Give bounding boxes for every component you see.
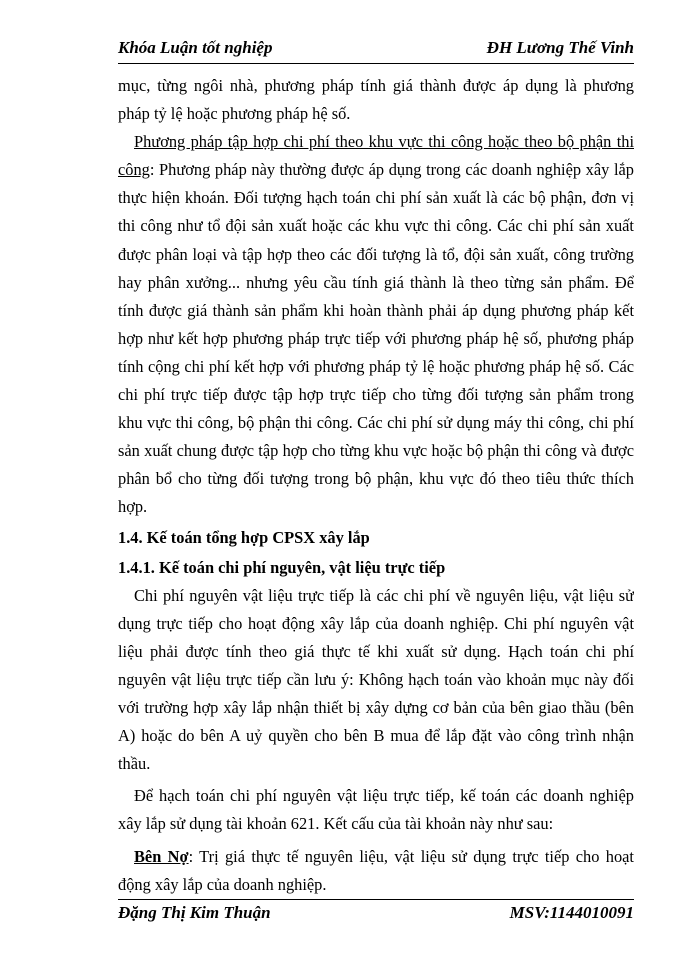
para2-line: thực hiện khoán. Đối tượng hạch toán chi phí sản xuất là các bộ phận, đơn vị [118, 188, 634, 208]
para4-line: xây lắp sử dụng tài khoản 621. Kết cấu của tài khoản này như sau: [118, 814, 554, 834]
page-header [118, 38, 634, 62]
header-rule [118, 63, 634, 64]
ben-no-label: Bên Nợ [134, 846, 189, 866]
para1-line: mục, từng ngôi nhà, phương pháp tính giá thành được áp dụng là phương [118, 76, 634, 95]
para2-line: phân bổ cho từng đối tượng trong bộ phận, khu vực đó theo tiêu thức thích [118, 469, 634, 489]
para2-line: hợp. [118, 497, 148, 517]
para5-line: động xây lắp của doanh nghiệp. [118, 874, 327, 894]
para2-line: khu vực thi công, bộ phận thi công. Các chi phí sử dụng máy thi công, chi phí [118, 413, 634, 433]
para2-line: tính cộng chi phí kết hợp với phương pháp tỷ lệ hoặc phương pháp hệ số. Các [118, 356, 634, 376]
para2-line: thi công như tổ đội sản xuất hoặc các khu vực thi công. Các chi phí sản xuất [118, 216, 634, 236]
para2-lead: Phương pháp tập hợp chi phí theo khu vực thi công hoặc theo bộ phận thi [134, 132, 634, 152]
header-right: ĐH Lương Thế Vinh [486, 38, 634, 57]
para3-line: liệu phải được tính theo giá thực tế khi xuất sử dụng. Hạch toán chi phí [118, 641, 634, 661]
footer-author: Đặng Thị Kim Thuận [118, 903, 271, 922]
page-footer [118, 903, 634, 927]
para2-line: tính được giá thành sản phẩm khi hoàn thành phải áp dụng phương pháp kết [118, 300, 634, 320]
section-heading: 1.4. Kế toán tổng hợp CPSX xây lắp [118, 527, 370, 547]
para2-line [118, 157, 634, 185]
para1-line: pháp tỷ lệ hoặc phương pháp hệ số. [118, 104, 351, 124]
para4-line: Để hạch toán chi phí nguyên vật liệu trực tiếp, kế toán các doanh nghiệp [134, 786, 634, 806]
para2-lead-cont: công [118, 160, 150, 180]
para2-line: được phân loại và tập hợp theo các đối tượng là tổ, đội sản xuất, công trường [118, 244, 634, 264]
subsection-heading: 1.4.1. Kế toán chi phí nguyên, vật liệu trực tiếp [118, 557, 446, 577]
para2-line: sản xuất chung được tập hợp cho từng khu vực hoặc bộ phận thi công và được [118, 441, 634, 461]
footer-rule [118, 899, 634, 900]
para3-line: thầu. [118, 754, 151, 774]
para2-line: hay phân xưởng... nhưng yêu cầu tính giá thành là theo từng sản phẩm. Để [118, 272, 634, 292]
para5-first: : Trị giá thực tế nguyên liệu, vật liệu sử dụng trực tiếp cho hoạt [188, 846, 634, 866]
para3-line: dụng trực tiếp cho hoạt động xây lắp của doanh nghiệp. Chi phí nguyên vật [118, 613, 634, 633]
para2-line: chi phí trực tiếp được tập hợp trực tiếp cho từng đối tượng sản phẩm trong [118, 385, 634, 405]
para2-line: hợp như kết hợp phương pháp trực tiếp với phương pháp hệ số, phương pháp [118, 328, 634, 348]
para2-line [118, 129, 634, 157]
para3-line: với trường hợp xây lắp nhận thiết bị xây dựng cơ bản của bên giao thầu (bên [118, 698, 634, 718]
footer-student-id: MSV:1144010091 [509, 903, 634, 922]
para3-line: nguyên vật liệu trực tiếp cần lưu ý: Không hạch toán vào khoản mục này đối [118, 669, 634, 689]
para3-line: Chi phí nguyên vật liệu trực tiếp là các chi phí về nguyên liệu, vật liệu sử [134, 585, 634, 605]
para5-line [118, 844, 634, 872]
para3-line: A) hoặc do bên A uỷ quyền cho bên B mua để lắp đặt vào công trình nhận [118, 726, 634, 746]
header-left: Khóa Luận tốt nghiệp [118, 38, 273, 57]
para2-rest: : Phương pháp này thường được áp dụng trong các doanh nghiệp xây lắp [149, 160, 634, 180]
page-body [118, 73, 634, 900]
